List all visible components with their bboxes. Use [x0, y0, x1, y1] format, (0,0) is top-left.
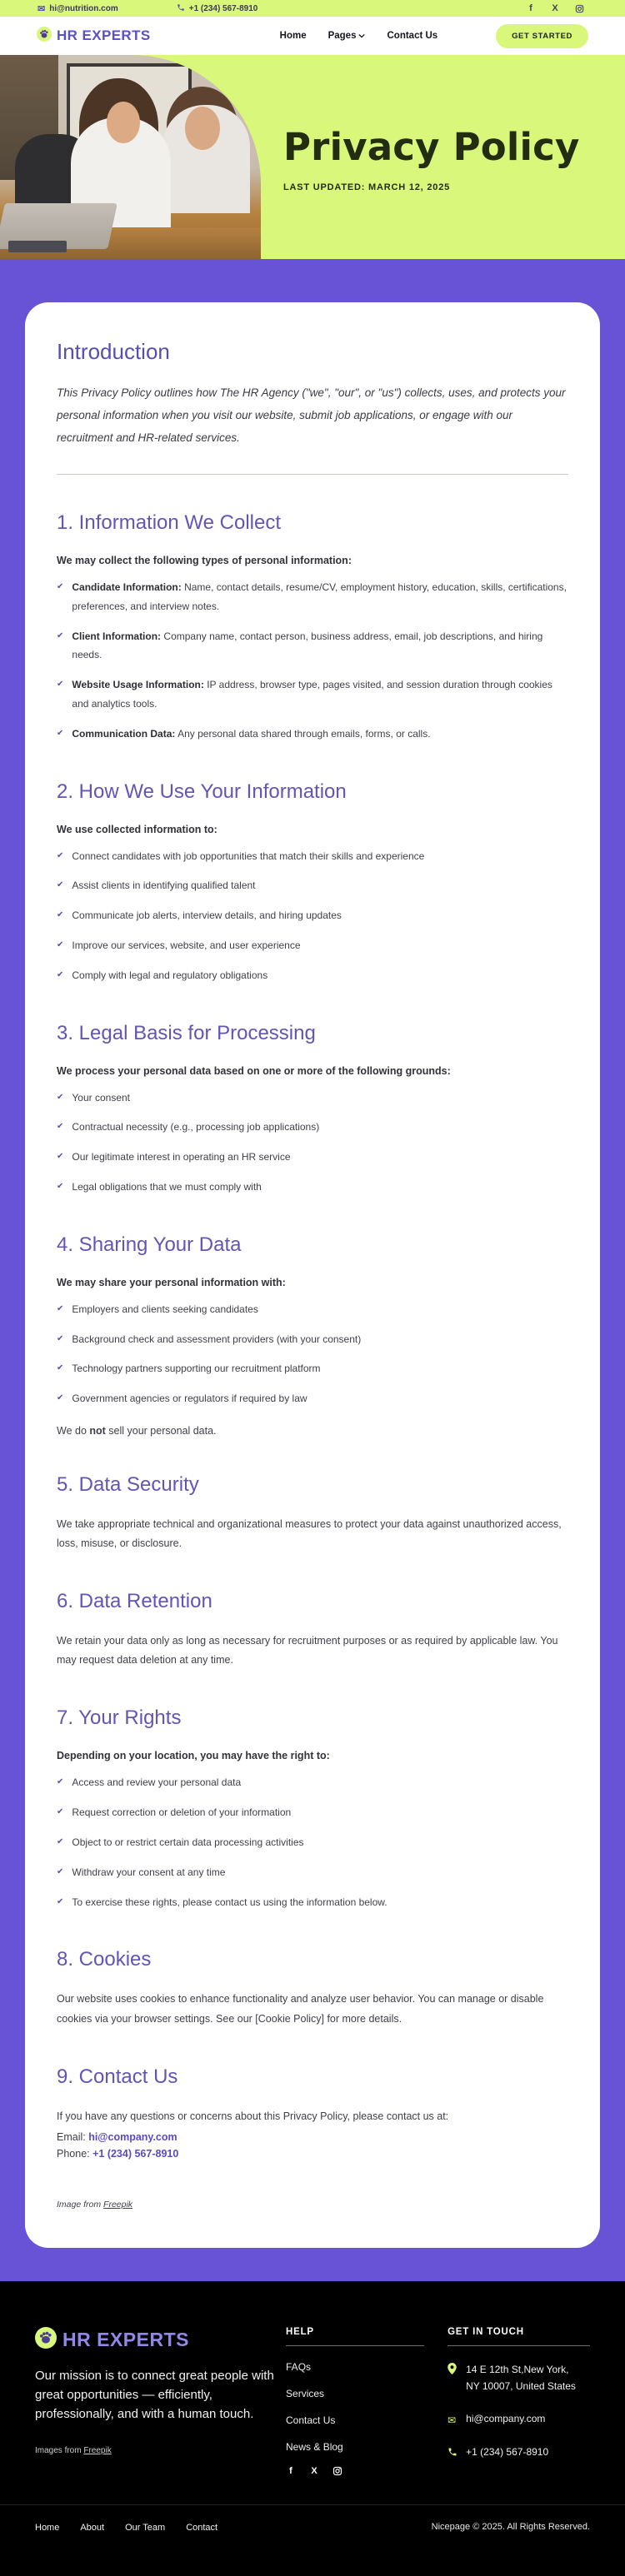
instagram-icon[interactable]: [332, 2466, 342, 2476]
check-icon: ✔: [57, 1866, 64, 1876]
footer-link[interactable]: Services: [286, 2387, 325, 2399]
check-icon: ✔: [57, 582, 64, 591]
section-heading-3: 3. Legal Basis for Processing: [57, 1021, 316, 1044]
footer-link[interactable]: About: [80, 2522, 105, 2533]
image-credit: Image from Freepik: [57, 2199, 133, 2210]
topbar-email[interactable]: [38, 3, 118, 14]
photo-shape: [185, 107, 220, 150]
list-item: [35, 2519, 59, 2534]
footer-columns: [35, 2327, 590, 2476]
list-item: [125, 2519, 165, 2534]
section-text-5: We take appropriate technical and organizational measures to protect your data against unauthorized access, loss, misuse, or disclosure.: [57, 1517, 562, 1550]
footer-address: 14 E 12th St,New York, NY 10007, United States: [448, 2361, 590, 2395]
list-item: ✔ Our legitimate interest in operating an HR service: [57, 1148, 568, 1167]
divider: [286, 2345, 424, 2346]
list-item: ✔ Withdraw your consent at any time: [57, 1863, 568, 1882]
section-heading-4: 4. Sharing Your Data: [57, 1233, 242, 1256]
photo-shape: [8, 241, 67, 252]
list-item: ✔ Connect candidates with job opportunities that match their skills and experience: [57, 847, 568, 866]
contact-email-link[interactable]: hi@company.com: [88, 2130, 178, 2143]
list-item: ✔ Background check and assessment providers (with your consent): [57, 1330, 568, 1349]
location-pin-icon: [448, 2361, 458, 2379]
footer-help-column: [286, 2327, 424, 2476]
nav-home[interactable]: Home: [279, 31, 307, 41]
help-title: HELP: [286, 2326, 314, 2337]
section-heading-1: 1. Information We Collect: [57, 511, 282, 534]
section-lead-1: We may collect the following types of personal information:: [57, 555, 352, 566]
content-background: [0, 259, 625, 2281]
check-icon: ✔: [57, 1837, 64, 1847]
list-item: ✔ Object to or restrict certain data processing activities: [57, 1833, 568, 1852]
policy-card: [25, 302, 600, 2248]
get-in-touch-title: GET IN TOUCH: [448, 2326, 524, 2337]
intro-paragraph: This Privacy Policy outlines how The HR Agency ("we", "our", or "us") collects, uses, and protects your personal information when you visit our website, submit job applications, or engage with our recruitment and HR-related services.: [57, 386, 566, 444]
check-icon: ✔: [57, 939, 64, 949]
contact-phone-link[interactable]: +1 (234) 567-8910: [92, 2147, 179, 2160]
chevron-down-icon: [358, 31, 365, 41]
brand-name: HR EXPERTS: [57, 27, 151, 43]
list-item: ✔ Technology partners supporting our recruitment platform: [57, 1359, 568, 1378]
footer-brand-name: HR EXPERTS: [62, 2328, 189, 2350]
list-item: ✔ Client Information: Company name, contact person, business address, email, job descriptions, and hiring needs.: [57, 627, 568, 665]
facebook-icon[interactable]: f: [529, 3, 532, 13]
no-sell-note: We do not sell your personal data.: [57, 1424, 217, 1437]
topbar-socials: [526, 3, 584, 13]
topbar-email-text: hi@nutrition.com: [49, 3, 118, 13]
list-item: [186, 2519, 218, 2534]
list-item: [286, 2359, 424, 2374]
site-footer: [0, 2281, 625, 2576]
section-heading-9: 9. Contact Us: [57, 2065, 178, 2088]
check-icon: ✔: [57, 850, 64, 860]
divider: [57, 474, 568, 475]
instagram-icon[interactable]: [574, 3, 584, 13]
section-lead-3: We process your personal data based on one or more of the following grounds:: [57, 1064, 451, 1077]
list-item: ✔ Improve our services, website, and user experience: [57, 936, 568, 955]
help-links: [286, 2359, 424, 2454]
list-item: ✔ Legal obligations that we must comply with: [57, 1178, 568, 1197]
topbar-phone[interactable]: [177, 3, 258, 14]
list-item: ✔ Assist clients in identifying qualified talent: [57, 876, 568, 895]
footer-link[interactable]: Contact: [186, 2522, 218, 2533]
bottom-links: [35, 2519, 218, 2534]
section-heading-5: 5. Data Security: [57, 1472, 199, 1496]
checklist-1: [57, 578, 568, 744]
footer-brand-logo[interactable]: [35, 2327, 279, 2353]
mail-icon: ✉: [448, 2414, 457, 2426]
check-icon: ✔: [57, 1777, 64, 1787]
check-icon: ✔: [57, 728, 64, 738]
phone-icon: [177, 3, 185, 14]
list-item: ✔ Communication Data: Any personal data shared through emails, forms, or calls.: [57, 725, 568, 744]
check-icon: ✔: [57, 880, 64, 890]
check-icon: ✔: [57, 1152, 64, 1162]
divider: [448, 2345, 590, 2346]
site-header: [0, 17, 625, 55]
check-icon: ✔: [57, 680, 64, 690]
check-icon: ✔: [57, 1122, 64, 1132]
list-item: ✔ To exercise these rights, please contact us using the information below.: [57, 1893, 568, 1912]
nav-contact[interactable]: Contact Us: [387, 31, 438, 41]
check-icon: ✔: [57, 910, 64, 920]
checklist-2: [57, 847, 568, 985]
topbar-phone-text: +1 (234) 567-8910: [188, 3, 258, 13]
brand-logo-icon: [37, 27, 52, 46]
check-icon: ✔: [57, 1807, 64, 1817]
page-title: Privacy Policy: [283, 125, 580, 169]
footer-brand-column: [35, 2327, 279, 2455]
check-icon: ✔: [57, 969, 64, 979]
section-lead-2: We use collected information to:: [57, 823, 218, 835]
list-item: ✔ Request correction or deletion of your information: [57, 1803, 568, 1822]
footer-link[interactable]: FAQs: [286, 2360, 312, 2373]
check-icon: ✔: [57, 630, 64, 640]
bottom-bar: [0, 2504, 625, 2576]
contact-phone-line: Phone: +1 (234) 567-8910: [57, 2147, 179, 2160]
checklist-4: [57, 1300, 568, 1408]
get-started-button[interactable]: GET STARTED: [496, 24, 588, 48]
footer-email[interactable]: ✉ hi@company.com: [448, 2410, 590, 2429]
list-item: ✔ Candidate Information: Name, contact details, resume/CV, employment history, education, skills, certifications, preferences, and interview notes.: [57, 578, 568, 616]
footer-image-credit: Images from Freepik: [35, 2445, 112, 2455]
check-icon: ✔: [57, 1896, 64, 1906]
facebook-icon[interactable]: f: [289, 2465, 292, 2476]
hero-image: [0, 55, 261, 259]
check-icon: ✔: [57, 1181, 64, 1191]
list-item: ✔ Communicate job alerts, interview details, and hiring updates: [57, 906, 568, 925]
footer-link[interactable]: Home: [35, 2522, 60, 2533]
list-item: ✔ Employers and clients seeking candidates: [57, 1300, 568, 1319]
intro-heading: Introduction: [57, 339, 170, 364]
hero-text-block: [283, 55, 625, 192]
footer-socials: [286, 2466, 424, 2476]
copyright-text: Nicepage © 2025. All Rights Reserved.: [431, 2521, 590, 2532]
last-updated-label: LAST UPDATED: MARCH 12, 2025: [283, 182, 451, 192]
footer-link[interactable]: Contact Us: [286, 2414, 336, 2426]
contact-email-line: Email: hi@company.com: [57, 2130, 178, 2143]
list-item: ✔ Contractual necessity (e.g., processing job applications): [57, 1118, 568, 1137]
check-icon: ✔: [57, 1333, 64, 1343]
main-nav: [280, 31, 438, 41]
section-lead-9: If you have any questions or concerns about this Privacy Policy, please contact us at:: [57, 2110, 449, 2122]
section-lead-4: We may share your personal information with:: [57, 1276, 286, 1288]
footer-freepik-link[interactable]: Freepik: [83, 2445, 112, 2455]
list-item: [286, 2386, 424, 2401]
section-heading-2: 2. How We Use Your Information: [57, 780, 347, 803]
section-heading-7: 7. Your Rights: [57, 1707, 182, 1730]
section-heading-8: 8. Cookies: [57, 1948, 152, 1971]
check-icon: ✔: [57, 1363, 64, 1373]
nav-pages[interactable]: Pages: [328, 31, 366, 41]
checklist-7: [57, 1773, 568, 1911]
x-twitter-icon[interactable]: X: [552, 3, 558, 13]
check-icon: ✔: [57, 1393, 64, 1403]
check-icon: ✔: [57, 1303, 64, 1313]
list-item: [286, 2439, 424, 2454]
brand-logo[interactable]: [37, 27, 151, 46]
list-item: ✔ Your consent: [57, 1089, 568, 1108]
list-item: [80, 2519, 104, 2534]
x-twitter-icon[interactable]: X: [311, 2465, 318, 2476]
list-item: ✔ Access and review your personal data: [57, 1773, 568, 1792]
hero-section: [0, 55, 625, 259]
footer-brand-logo-icon: [35, 2327, 57, 2353]
footer-link[interactable]: Our Team: [125, 2522, 166, 2533]
freepik-link[interactable]: Freepik: [103, 2199, 133, 2210]
section-heading-6: 6. Data Retention: [57, 1590, 212, 1613]
list-item: ✔ Comply with legal and regulatory obligations: [57, 966, 568, 985]
footer-link[interactable]: News & Blog: [286, 2440, 343, 2453]
list-item: ✔ Website Usage Information: IP address, browser type, pages visited, and session duration through cookies and analytics tools.: [57, 675, 568, 714]
check-icon: ✔: [57, 1092, 64, 1102]
section-text-8: Our website uses cookies to enhance functionality and analyze user behavior. You can manage or disable cookies via your browser settings. See our [Cookie Policy] for more details.: [57, 1993, 544, 2025]
list-item: [286, 2413, 424, 2428]
section-lead-7: Depending on your location, you may have the right to:: [57, 1750, 330, 1762]
footer-phone[interactable]: +1 (234) 567-8910: [448, 2444, 590, 2462]
checklist-3: [57, 1089, 568, 1197]
footer-contact-column: [448, 2327, 590, 2463]
top-contact-bar: [0, 0, 625, 17]
footer-mission: Our mission is to connect great people with great opportunities — efficiently, professionally, and with a human touch.: [35, 2368, 274, 2422]
photo-shape: [107, 102, 140, 143]
phone-icon: [448, 2444, 458, 2462]
section-text-6: We retain your data only as long as necessary for recruitment purposes or as required by applicable law. You may request data deletion at any time.: [57, 1635, 558, 1667]
list-item: ✔ Government agencies or regulators if required by law: [57, 1389, 568, 1408]
mail-icon: ✉: [38, 3, 46, 14]
